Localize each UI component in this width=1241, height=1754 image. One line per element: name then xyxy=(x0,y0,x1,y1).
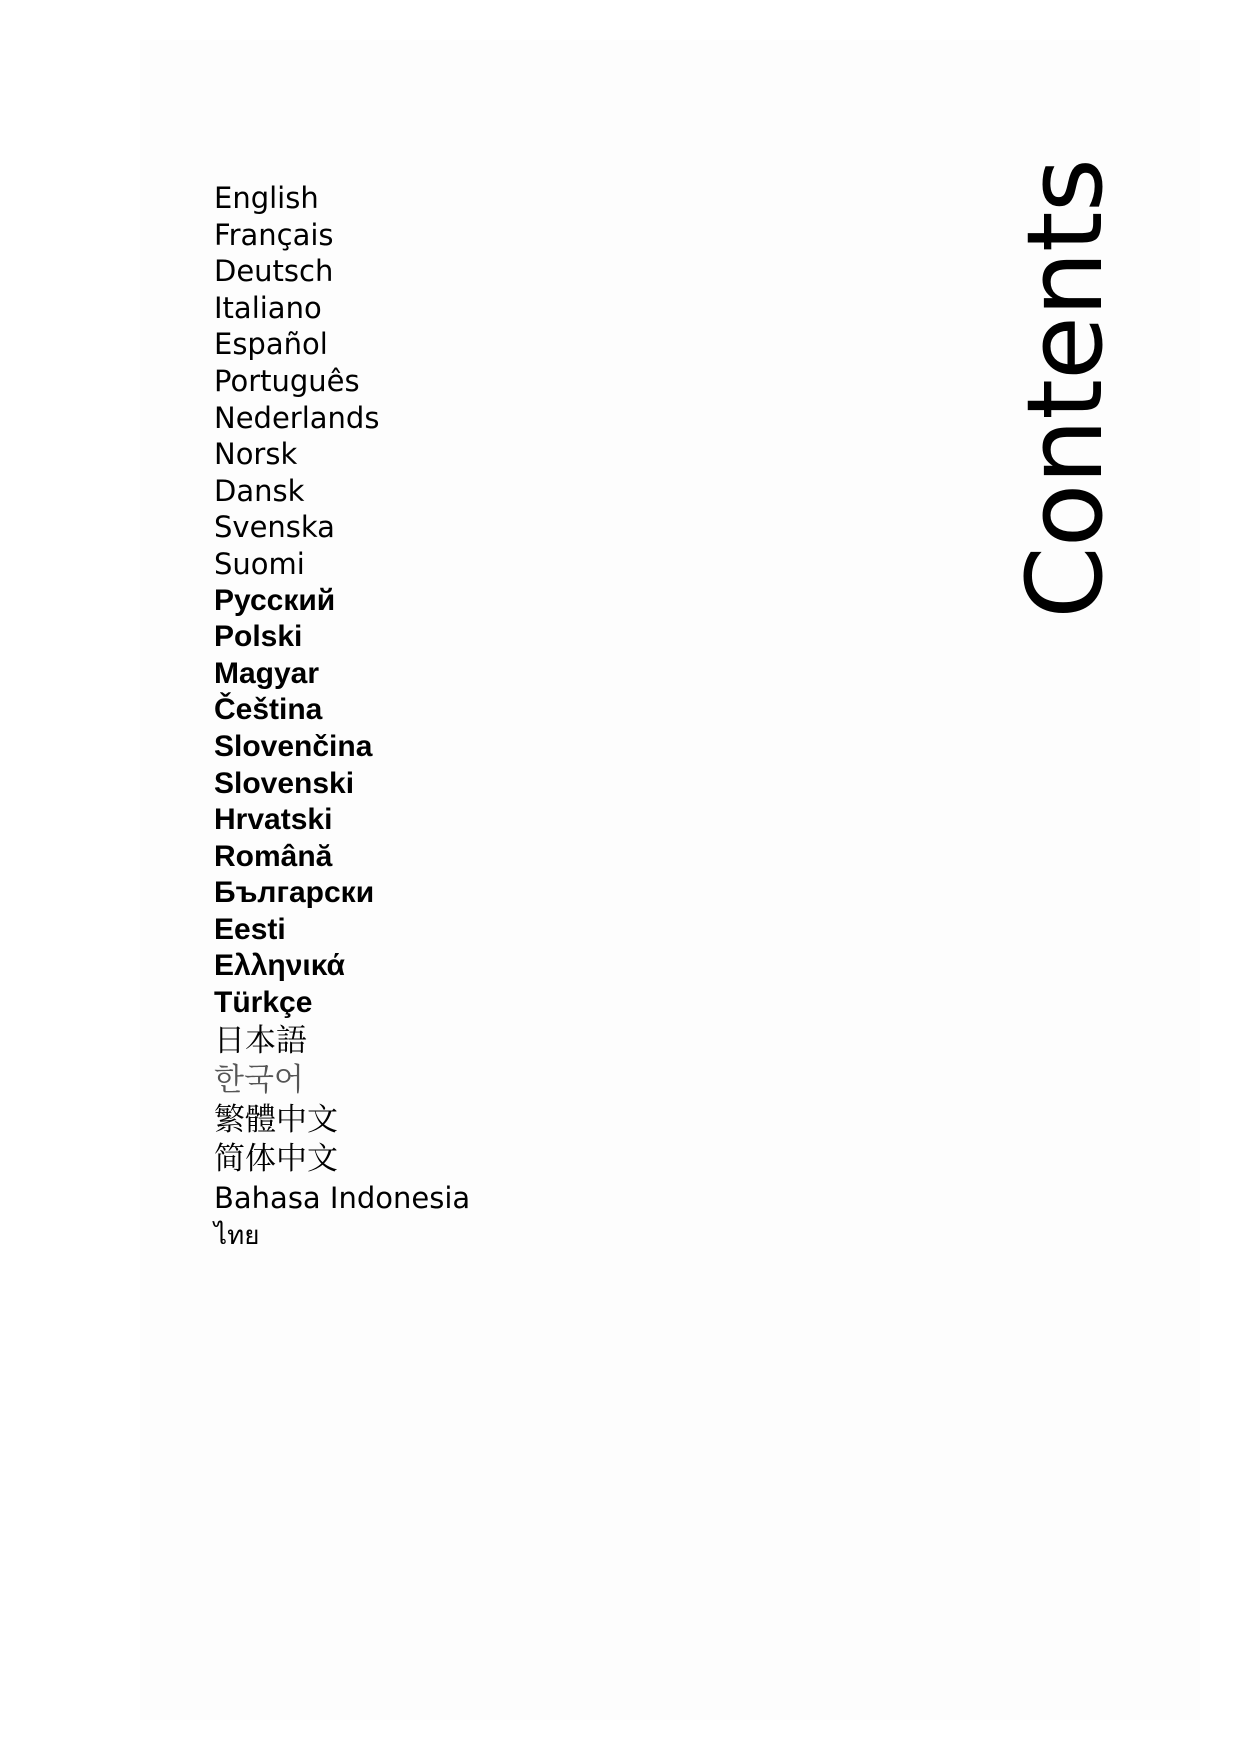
language-item-korean[interactable]: 한국어 xyxy=(214,1062,304,1099)
language-item-deutsch[interactable]: Deutsch xyxy=(214,254,334,289)
language-item-suomi[interactable]: Suomi xyxy=(214,546,305,581)
language-item-greek[interactable]: Ελληνικά xyxy=(214,949,345,983)
language-item-english[interactable]: English xyxy=(214,181,319,215)
language-item-romana[interactable]: Română xyxy=(214,839,333,873)
language-item-svenska[interactable]: Svenska xyxy=(214,510,335,545)
language-item-eesti[interactable]: Eesti xyxy=(214,912,286,946)
language-item-slovencina[interactable]: Slovenčina xyxy=(214,729,373,763)
language-item-bulgarian[interactable]: Български xyxy=(214,876,375,910)
language-item-bahasa-indonesia[interactable]: Bahasa Indonesia xyxy=(214,1180,471,1215)
language-item-norsk[interactable]: Norsk xyxy=(214,437,298,472)
language-item-hrvatski[interactable]: Hrvatski xyxy=(214,803,333,837)
language-item-thai[interactable]: ไทย xyxy=(214,1221,260,1252)
language-item-italiano[interactable]: Italiano xyxy=(214,290,322,325)
language-item-russian[interactable]: Русский xyxy=(214,583,336,617)
contents-heading: Contents xyxy=(1004,159,1126,619)
language-list xyxy=(214,180,470,1256)
language-item-polski[interactable]: Polski xyxy=(214,620,303,654)
language-item-cestina[interactable]: Čeština xyxy=(214,693,323,727)
language-item-francais[interactable]: Français xyxy=(214,217,334,252)
language-item-dansk[interactable]: Dansk xyxy=(214,473,305,508)
language-item-portugues[interactable]: Português xyxy=(214,363,360,398)
language-item-traditional-chinese[interactable]: 繁體中文 xyxy=(214,1101,338,1138)
language-item-japanese[interactable]: 日本語 xyxy=(214,1022,307,1059)
language-item-nederlands[interactable]: Nederlands xyxy=(214,400,380,435)
language-item-simplified-chinese[interactable]: 简体中文 xyxy=(214,1141,338,1178)
language-item-magyar[interactable]: Magyar xyxy=(214,656,320,690)
language-item-slovenski[interactable]: Slovenski xyxy=(214,766,355,800)
language-item-turkce[interactable]: Türkçe xyxy=(214,986,313,1020)
language-item-espanol[interactable]: Español xyxy=(214,327,328,362)
